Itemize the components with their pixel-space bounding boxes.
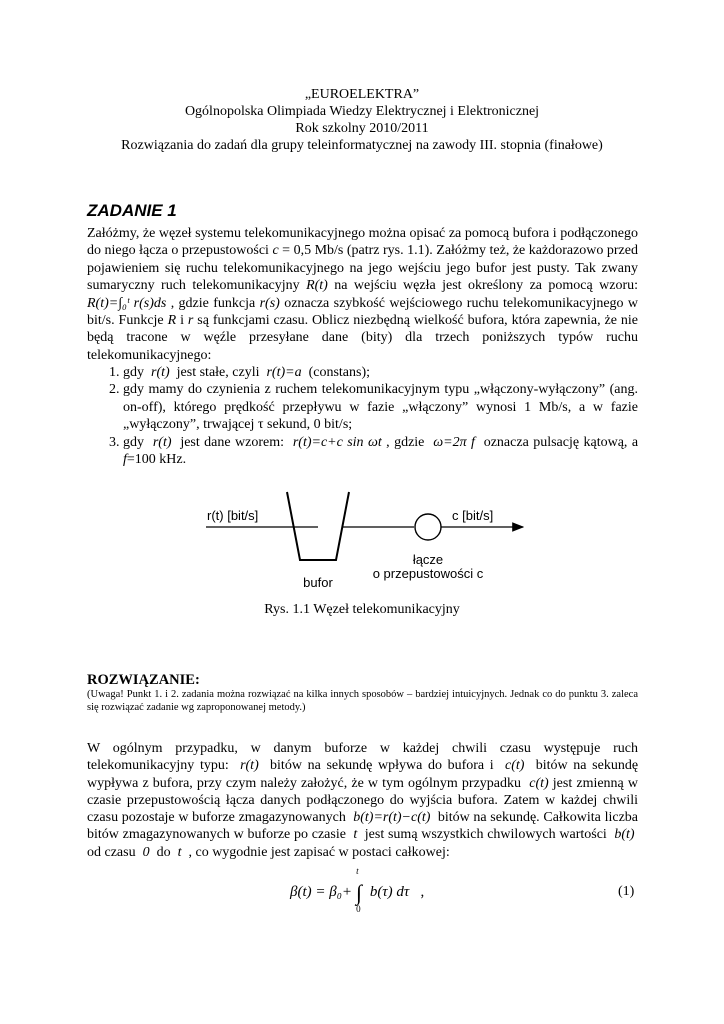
header-school-year: Rok szkolny 2010/2011 — [295, 121, 429, 136]
link-label-2: o przepustowości c — [372, 566, 484, 581]
integral-formula: R(t)=∫₀ᵗ r(s)ds — [87, 295, 167, 311]
buffer-shape — [287, 492, 349, 560]
output-label: c [bit/s] — [452, 508, 494, 523]
link-circle — [415, 514, 441, 540]
traffic-types-list — [87, 364, 638, 468]
document-header — [0, 86, 724, 154]
solution-paragraph: W ogólnym przypadku, w danym buforze w każdej chwili czasu występuje ruch telekomunikacyjny typu: r(t) bitów na sekundę wpływa do bufora i c(t) bitów na sekundę wypływa z bufora, przy czym należy założyć, że w tym ogólnym przypadku c(t) jest zmienną w czasie przepustowością łącza danych podłączonego do wyjścia bufora. Zatem w każdej chwili czasu pozostaje w buforze zmagazynowanych b(t)=r(t)−c(t) bitów na sekundę. Całkowita liczba bitów zmagazynowanych w buforze po czasie t jest sumą wszystkich chwilowych wartości b(t) od czasu 0 do t , co wygodnie jest zapisać w postaci całkowej: — [87, 741, 639, 860]
solution-note: (Uwaga! Punkt 1. i 2. zadania można rozwiązać na kilka innych sposobów – bardziej intuicyjnych. Jednak co do punktu 3. zaleca się rozwiązać zadanie wg zaproponowanej metody.) — [87, 689, 638, 713]
integral-sign: ∫ t 0 — [356, 866, 363, 914]
list-item: 3. gdy r(t) jest dane wzorem: r(t)=c+c sin ωt , gdzie ω=2π f oznacza pulsację kątową, a f=100 kHz. — [109, 434, 639, 468]
link-label-1: łącze — [412, 552, 444, 567]
list-item: 2. gdy mamy do czynienia z ruchem telekomunikacyjnym typu „włączony-wyłączony” (ang. on-off), którego prędkość przepływu w fazie „włączony” wynosi 1 Mb/s, a w fazie „wyłączony”, trwającej τ sekund, 0 bit/s; — [109, 382, 638, 433]
list-item: 1. gdy r(t) jest stałe, czyli r(t)=a (constans); — [109, 365, 371, 380]
equation-number: (1) — [618, 884, 635, 899]
task-description: Załóżmy, że węzeł systemu telekomunikacyjnego można opisać za pomocą bufora i podłączonego do niego łącza o przepustowości c = 0,5 Mb/s (patrz rys. 1.1). Załóżmy też, że każdorazowo przed pojawieniem się ruchu telekomunikacyjnego na jego wejściu jego bufor jest pusty. Tak zwany sumaryczny ruch telekomunikacyjny R(t) na wejściu węzła jest określony za pomocą wzoru: R(t)=∫₀ᵗ r(s)ds , gdzie funkcja r(s) oznacza szybkość wejściowego ruchu telekomunikacyjnego w bit/s. Funkcje R i r są funkcjami czasu. Oblicz niezbędną wielkość bufora, która zapewnia, że nie będą tracone w węźle przesyłane dane (bity) dla trzech poniższych typów ruchu telekomunikacyjnego: — [87, 226, 639, 363]
buffer-label: bufor — [303, 575, 333, 590]
header-olympiad-full-name: Ogólnopolska Olimpiada Wiedzy Elektrycznej i Elektronicznej — [184, 104, 540, 119]
task-title: ZADANIE 1 — [87, 201, 177, 220]
equation-1: β(t) = β₀+ ∫ t 0 b(τ) dτ , — [290, 866, 425, 914]
figure-caption: Rys. 1.1 Węzeł telekomunikacyjny — [264, 602, 460, 617]
solution-heading: ROZWIĄZANIE: — [87, 672, 200, 688]
header-subtitle: Rozwiązania do zadań dla grupy teleinformatycznej na zawody III. stopnia (finałowe) — [121, 138, 603, 153]
node-diagram — [0, 486, 724, 596]
input-label: r(t) [bit/s] — [207, 508, 259, 523]
header-olympiad-name: „EUROELEKTRA” — [304, 87, 420, 102]
